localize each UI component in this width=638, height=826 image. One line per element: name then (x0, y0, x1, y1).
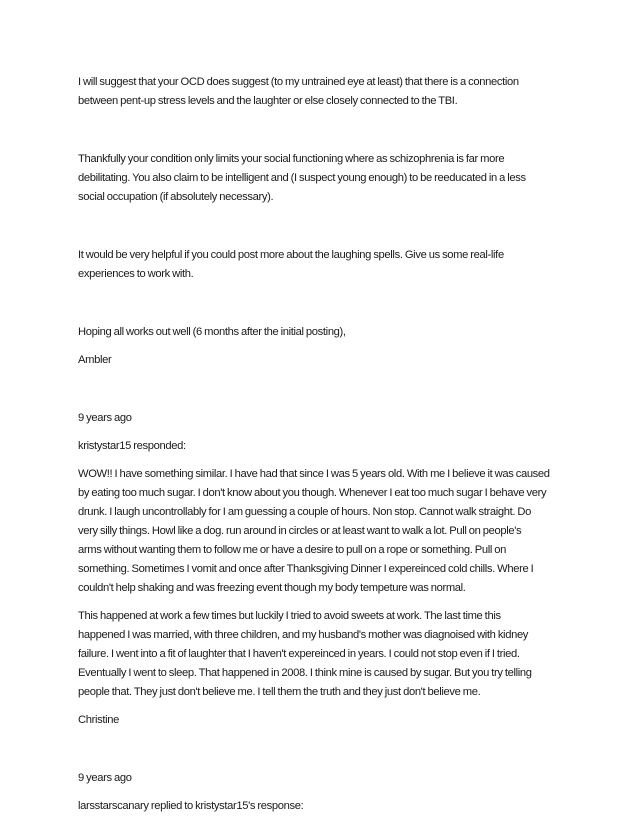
text-line: people that. They just don't believe me. I tell them the truth and they just don't believe me. (78, 686, 481, 698)
text-line: Eventually I went to sleep. That happened in 2008. I think mine is caused by sugar. But you try telling (78, 667, 532, 679)
responder-line (78, 437, 562, 456)
text-line: Hoping all works out well (6 months after the initial posting), (78, 326, 346, 338)
text-line: This happened at work a few times but luckily I tried to avoid sweets at work. The last time this (78, 610, 501, 622)
reply-line (78, 797, 562, 816)
paragraph-condition (78, 150, 562, 207)
text-line: debilitating. You also claim to be intelligent and (I suspect young enough) to be reeducated in a less (78, 172, 526, 184)
paragraph-wow (78, 465, 562, 598)
signature-ambler (78, 351, 562, 370)
document-page (78, 73, 562, 816)
timestamp (78, 769, 562, 788)
text-line: between pent-up stress levels and the laughter or else closely connected to the TBI. (78, 95, 458, 107)
text-line: couldn't help shaking and was freezing event though my body tempeture was normal. (78, 582, 466, 594)
text-line: It would be very helpful if you could post more about the laughing spells. Give us some real-life (78, 249, 504, 261)
text-line: very silly things. Howl like a dog. run around in circles or at least want to walk a lot. Pull on people's (78, 525, 522, 537)
text-line: social occupation (if absolutely necessary). (78, 191, 274, 203)
paragraph-hoping (78, 323, 562, 342)
reply-text: larsstarscanary replied to kristystar15's response: (78, 800, 304, 812)
text-line: experiences to work with. (78, 268, 194, 280)
text-line: by eating too much sugar. I don't know about you though. Whenever I eat too much sugar I behave very (78, 487, 547, 499)
timestamp-text: 9 years ago (78, 412, 132, 424)
paragraph-ocd-suggestion (78, 73, 562, 111)
text-line: Thankfully your condition only limits your social functioning where as schizophrenia is far more (78, 153, 505, 165)
timestamp (78, 409, 562, 428)
paragraph-work (78, 607, 562, 702)
responder-text: kristystar15 responded: (78, 440, 186, 452)
timestamp-text: 9 years ago (78, 772, 132, 784)
text-line: happened I was married, with three children, and my husband's mother was diagnoised with kidney (78, 629, 529, 641)
text-line: I will suggest that your OCD does suggest (to my untrained eye at least) that there is a connection (78, 76, 519, 88)
text-line: something. Sometimes I vomit and once after Thanksgiving Dinner I expereinced cold chills. Where I (78, 563, 534, 575)
signature-christine (78, 711, 562, 730)
text-line: WOW!! I have something similar. I have had that since I was 5 years old. With me I believe it was caused (78, 468, 550, 480)
text-line: arms without wanting them to follow me or have a desire to pull on a rope or something. Pull on (78, 544, 506, 556)
author-name: Ambler (78, 354, 112, 366)
paragraph-laughing-spells (78, 246, 562, 284)
text-line: failure. I went into a fit of laughter that I haven't expereinced in years. I could not stop even if I tried. (78, 648, 520, 660)
text-line: drunk. I laugh uncontrollably for I am guessing a couple of hours. Non stop. Cannot walk straight. Do (78, 506, 532, 518)
author-name: Christine (78, 714, 119, 726)
